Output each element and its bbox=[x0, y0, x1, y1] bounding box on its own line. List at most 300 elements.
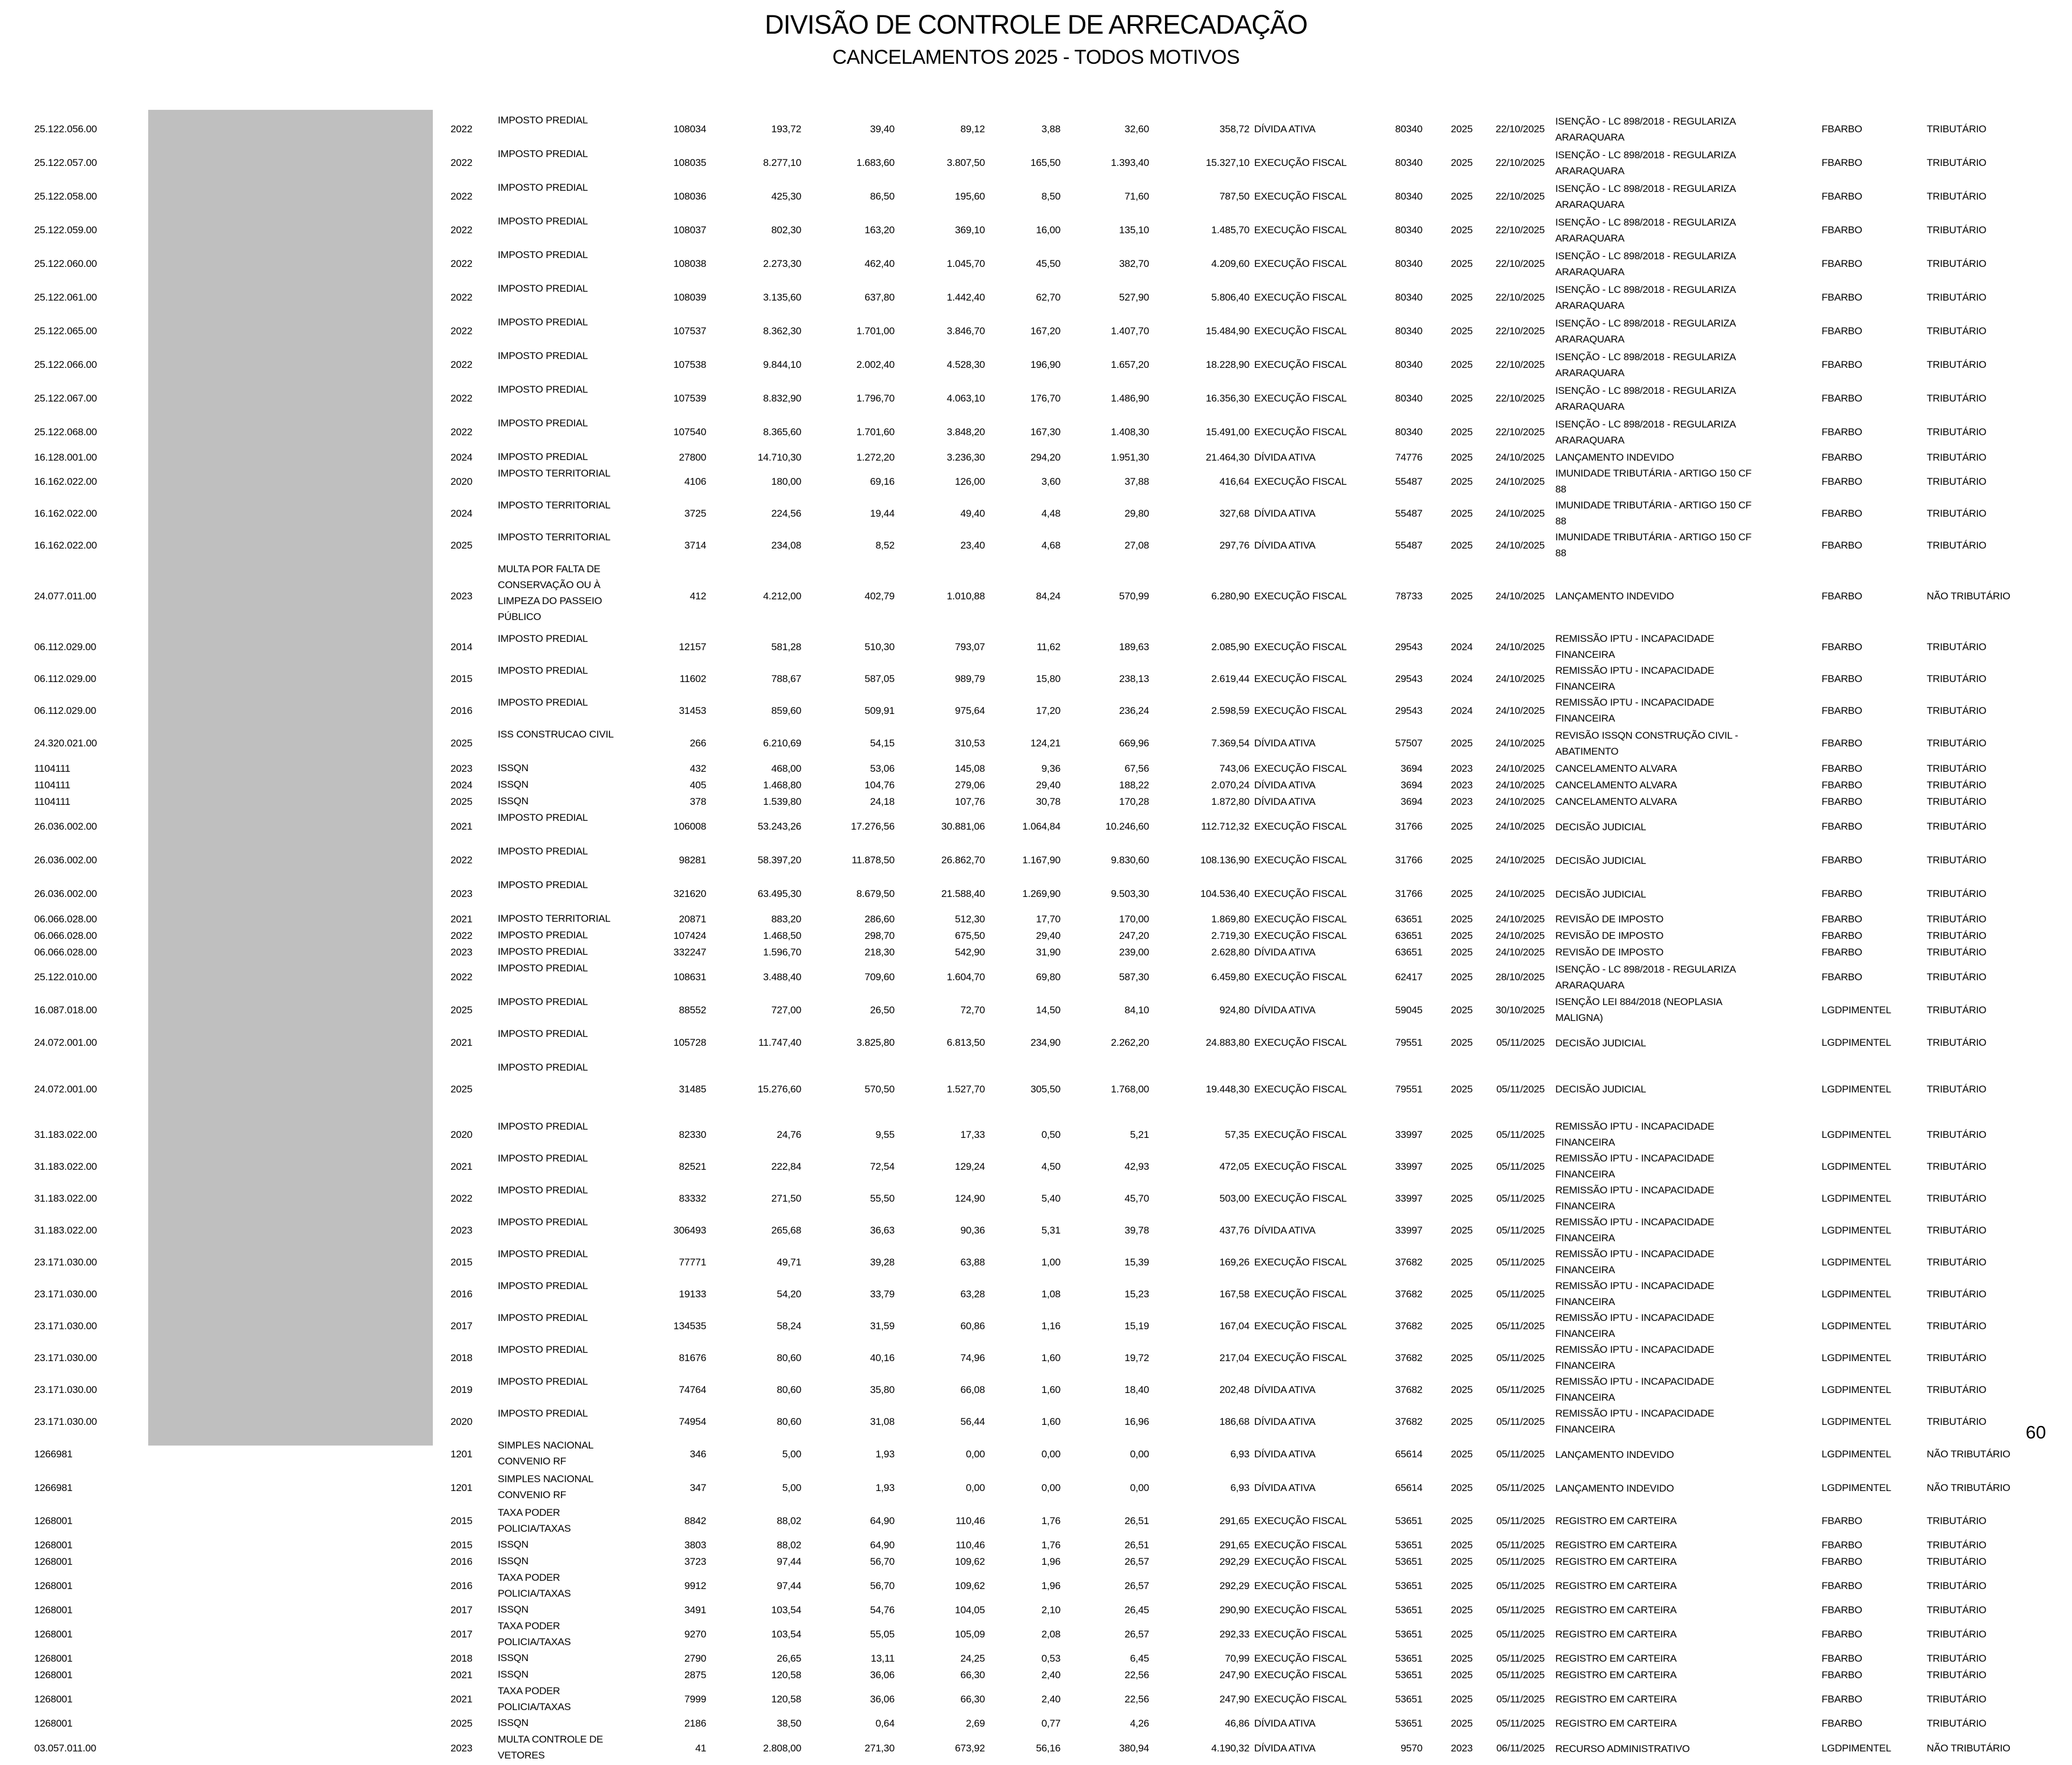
cell-cadastre-code: 25.122.067.00 bbox=[34, 393, 97, 404]
cell-exercise-year: 2018 bbox=[450, 1652, 472, 1664]
cell-tax-description bbox=[472, 1214, 655, 1230]
cell-process-number: 78733 bbox=[1395, 590, 1422, 602]
tax-text: IMPOSTO PREDIAL bbox=[498, 1216, 588, 1228]
cell-value-3: 63,88 bbox=[960, 1256, 985, 1268]
tax-text: IMPOSTO PREDIAL bbox=[498, 451, 588, 462]
table-row bbox=[0, 1278, 2072, 1310]
cell-value-2: 1,93 bbox=[875, 1482, 895, 1494]
cell-value-2: 56,70 bbox=[870, 1555, 895, 1567]
cell-value-4: 16,00 bbox=[1036, 224, 1061, 236]
cell-category: TRIBUTÁRIO bbox=[1927, 191, 1986, 202]
cell-tax-description bbox=[472, 348, 655, 364]
table-row bbox=[0, 348, 2072, 381]
cell-cadastre-code: 1268001 bbox=[34, 1604, 73, 1616]
cell-document-number: 107538 bbox=[673, 359, 706, 370]
cell-cancel-reason bbox=[1545, 1553, 1807, 1570]
cell-category: TRIBUTÁRIO bbox=[1927, 1539, 1986, 1551]
cell-total-value: 15.491,00 bbox=[1206, 426, 1249, 438]
cell-value-3: 109,62 bbox=[955, 1580, 985, 1591]
cell-tax-description bbox=[472, 760, 655, 776]
cell-value-1: 88,02 bbox=[776, 1539, 801, 1551]
cell-cancel-date: 24/10/2025 bbox=[1495, 795, 1545, 807]
reason-text: REGISTRO EM CARTEIRA bbox=[1555, 1515, 1677, 1527]
cell-category: TRIBUTÁRIO bbox=[1927, 1515, 1986, 1526]
cell-cadastre-code: 1268001 bbox=[34, 1717, 73, 1729]
cell-value-1: 8.277,10 bbox=[763, 157, 801, 168]
cell-value-5: 15,23 bbox=[1124, 1288, 1149, 1300]
table-row bbox=[0, 1342, 2072, 1373]
cell-user: FBARBO bbox=[1822, 1539, 1862, 1551]
cell-tax-description bbox=[472, 213, 655, 229]
cell-process-year: 2025 bbox=[1450, 475, 1473, 487]
cell-document-number: 405 bbox=[690, 779, 706, 791]
tax-text: IMPOSTO PREDIAL bbox=[498, 1408, 588, 1420]
cell-cancel-date: 05/11/2025 bbox=[1496, 1415, 1545, 1427]
cell-value-2: 64,90 bbox=[870, 1515, 895, 1526]
cell-user: LGDPIMENTEL bbox=[1822, 1004, 1891, 1016]
cell-value-1: 271,50 bbox=[771, 1192, 801, 1204]
cell-process-number: 80340 bbox=[1395, 191, 1422, 202]
cell-process-number: 80340 bbox=[1395, 292, 1422, 303]
cell-exercise-year: 2024 bbox=[450, 507, 472, 519]
cell-cancel-date: 05/11/2025 bbox=[1496, 1669, 1545, 1681]
cell-value-5: 570,99 bbox=[1119, 590, 1149, 602]
cell-process-number: 3694 bbox=[1400, 795, 1422, 807]
cell-user: FBARBO bbox=[1822, 1604, 1862, 1616]
tax-text: IMPOSTO TERRITORIAL bbox=[498, 531, 611, 543]
table-row bbox=[0, 1570, 2072, 1601]
cell-value-4: 1,76 bbox=[1041, 1515, 1061, 1526]
cell-cancel-date: 22/10/2025 bbox=[1495, 292, 1545, 303]
cell-tax-description bbox=[472, 1715, 655, 1731]
cell-total-value: 6.280,90 bbox=[1211, 590, 1249, 602]
cell-value-2: 17.276,56 bbox=[851, 821, 895, 833]
cell-value-1: 120,58 bbox=[771, 1669, 801, 1681]
table-row bbox=[0, 1505, 2072, 1536]
cell-debt-status: EXECUÇÃO FISCAL bbox=[1254, 1320, 1347, 1332]
cell-debt-status: EXECUÇÃO FISCAL bbox=[1254, 821, 1347, 833]
cell-process-number: 3694 bbox=[1400, 762, 1422, 774]
cell-document-number: 108631 bbox=[673, 971, 706, 983]
cell-process-year: 2025 bbox=[1450, 1604, 1473, 1616]
table-row bbox=[0, 1182, 2072, 1214]
cell-total-value: 112.712,32 bbox=[1201, 821, 1249, 833]
cell-value-5: 238,13 bbox=[1119, 673, 1149, 684]
cell-total-value: 787,50 bbox=[1219, 191, 1249, 202]
cell-value-4: 1,60 bbox=[1041, 1384, 1061, 1395]
table-row bbox=[0, 1310, 2072, 1342]
tax-text: ISSQN bbox=[498, 1539, 528, 1551]
cell-value-3: 60,86 bbox=[960, 1320, 985, 1332]
cell-process-year: 2025 bbox=[1450, 888, 1473, 900]
tax-text: IMPOSTO PREDIAL bbox=[498, 1121, 588, 1133]
reason-text: ISENÇÃO - LC 898/2018 - REGULARIZA ARARAQUARA bbox=[1555, 963, 1735, 991]
cell-cancel-date: 24/10/2025 bbox=[1495, 451, 1545, 463]
cell-category: TRIBUTÁRIO bbox=[1927, 1352, 1986, 1363]
reason-text: ISENÇÃO - LC 898/2018 - REGULARIZA ARARAQUARA bbox=[1555, 115, 1735, 143]
cell-user: FBARBO bbox=[1822, 292, 1862, 303]
cell-document-number: 19133 bbox=[678, 1288, 706, 1300]
cell-value-5: 1.393,40 bbox=[1111, 157, 1149, 168]
cell-value-1: 120,58 bbox=[771, 1693, 801, 1705]
cell-value-2: 33,79 bbox=[870, 1288, 895, 1300]
cell-value-5: 2.262,20 bbox=[1111, 1037, 1149, 1049]
cell-process-year: 2025 bbox=[1450, 1320, 1473, 1332]
cell-value-3: 30.881,06 bbox=[941, 821, 985, 833]
cell-value-3: 126,00 bbox=[955, 475, 985, 487]
cell-document-number: 31453 bbox=[678, 704, 706, 716]
cell-debt-status: DÍVIDA ATIVA bbox=[1254, 1004, 1316, 1016]
cell-cadastre-code: 25.122.065.00 bbox=[34, 325, 97, 337]
cell-exercise-year: 2021 bbox=[450, 1160, 472, 1172]
cell-process-number: 9570 bbox=[1400, 1743, 1422, 1754]
cell-cancel-date: 05/11/2025 bbox=[1496, 1320, 1545, 1332]
cell-total-value: 21.464,30 bbox=[1206, 451, 1249, 463]
tax-text: IMPOSTO PREDIAL bbox=[498, 846, 588, 857]
cell-value-3: 21.588,40 bbox=[941, 888, 985, 900]
cell-value-4: 1,96 bbox=[1041, 1555, 1061, 1567]
cell-document-number: 2875 bbox=[684, 1669, 706, 1681]
cell-value-1: 6.210,69 bbox=[763, 738, 801, 749]
cell-value-5: 29,80 bbox=[1124, 507, 1149, 519]
cell-exercise-year: 2022 bbox=[450, 1192, 472, 1204]
cell-total-value: 169,26 bbox=[1219, 1256, 1249, 1268]
cell-user: FBARBO bbox=[1822, 1555, 1862, 1567]
cell-value-2: 86,50 bbox=[870, 191, 895, 202]
cell-value-4: 29,40 bbox=[1036, 929, 1061, 941]
reason-text: REMISSÃO IPTU - INCAPACIDADE FINANCEIRA bbox=[1555, 633, 1714, 661]
cell-value-3: 975,64 bbox=[955, 704, 985, 716]
cell-value-5: 26,57 bbox=[1124, 1555, 1149, 1567]
cell-process-number: 63651 bbox=[1395, 913, 1422, 925]
cell-value-4: 4,50 bbox=[1041, 1160, 1061, 1172]
cell-value-3: 66,30 bbox=[960, 1693, 985, 1705]
cell-debt-status: EXECUÇÃO FISCAL bbox=[1254, 1128, 1347, 1140]
cell-value-1: 9.844,10 bbox=[763, 359, 801, 370]
cell-user: LGDPIMENTEL bbox=[1822, 1083, 1891, 1095]
cell-process-number: 31766 bbox=[1395, 821, 1422, 833]
cell-category: TRIBUTÁRIO bbox=[1927, 451, 1986, 463]
cell-value-3: 56,44 bbox=[960, 1415, 985, 1427]
cell-cancel-reason bbox=[1545, 214, 1807, 246]
cell-tax-description bbox=[472, 1026, 655, 1042]
cell-cancel-reason bbox=[1545, 1246, 1807, 1278]
cell-user: FBARBO bbox=[1822, 590, 1862, 602]
cell-cadastre-code: 26.036.002.00 bbox=[34, 888, 97, 900]
reason-text: ISENÇÃO - LC 898/2018 - REGULARIZA ARARAQUARA bbox=[1555, 384, 1735, 412]
cell-process-number: 31766 bbox=[1395, 888, 1422, 900]
cell-cancel-reason bbox=[1545, 818, 1807, 835]
cell-value-1: 234,08 bbox=[771, 539, 801, 551]
cell-total-value: 2.070,24 bbox=[1211, 779, 1249, 791]
cell-value-4: 45,50 bbox=[1036, 258, 1061, 269]
cell-debt-status: DÍVIDA ATIVA bbox=[1254, 738, 1316, 749]
table-row bbox=[0, 247, 2072, 280]
cell-cancel-date: 24/10/2025 bbox=[1495, 738, 1545, 749]
cell-exercise-year: 2025 bbox=[450, 539, 472, 551]
cell-exercise-year: 2024 bbox=[450, 779, 472, 791]
cell-cancel-reason bbox=[1545, 727, 1807, 759]
cell-value-5: 247,20 bbox=[1119, 929, 1149, 941]
tax-text: SIMPLES NACIONAL CONVENIO RF bbox=[498, 1440, 593, 1467]
cell-value-5: 27,08 bbox=[1124, 539, 1149, 551]
cell-category: TRIBUTÁRIO bbox=[1927, 1384, 1986, 1395]
cell-debt-status: EXECUÇÃO FISCAL bbox=[1254, 191, 1347, 202]
cell-exercise-year: 2021 bbox=[450, 1669, 472, 1681]
table-row bbox=[0, 877, 2072, 911]
reason-text: REGISTRO EM CARTEIRA bbox=[1555, 1718, 1677, 1730]
cell-process-year: 2025 bbox=[1450, 224, 1473, 236]
cell-value-1: 581,28 bbox=[771, 641, 801, 653]
table-row bbox=[0, 631, 2072, 663]
cell-process-year: 2025 bbox=[1450, 913, 1473, 925]
cell-cancel-reason bbox=[1545, 1666, 1807, 1683]
cell-document-number: 8842 bbox=[684, 1515, 706, 1526]
cell-value-2: 54,15 bbox=[870, 738, 895, 749]
tax-text: IMPOSTO TERRITORIAL bbox=[498, 500, 611, 511]
tax-text: IMPOSTO PREDIAL bbox=[498, 384, 588, 395]
reason-text: REGISTRO EM CARTEIRA bbox=[1555, 1580, 1677, 1592]
cell-tax-description bbox=[472, 1059, 655, 1075]
cell-process-number: 29543 bbox=[1395, 673, 1422, 684]
cell-process-year: 2025 bbox=[1450, 1004, 1473, 1016]
table-row bbox=[0, 944, 2072, 960]
cell-process-number: 74776 bbox=[1395, 451, 1422, 463]
cell-cancel-date: 05/11/2025 bbox=[1496, 1515, 1545, 1526]
cell-total-value: 472,05 bbox=[1219, 1160, 1249, 1172]
cell-document-number: 7999 bbox=[684, 1693, 706, 1705]
table-row bbox=[0, 994, 2072, 1026]
cell-cancel-date: 24/10/2025 bbox=[1495, 762, 1545, 774]
table-body bbox=[0, 112, 2072, 1765]
cell-process-number: 63651 bbox=[1395, 946, 1422, 958]
cell-user: FBARBO bbox=[1822, 854, 1862, 866]
cell-total-value: 70,99 bbox=[1225, 1652, 1249, 1664]
cell-value-4: 4,68 bbox=[1041, 539, 1061, 551]
cell-process-year: 2025 bbox=[1450, 971, 1473, 983]
tax-text: TAXA PODER POLICIA/TAXAS bbox=[498, 1572, 571, 1600]
cell-category: TRIBUTÁRIO bbox=[1927, 1628, 1986, 1640]
cell-category: TRIBUTÁRIO bbox=[1927, 929, 1986, 941]
cell-value-4: 0,00 bbox=[1041, 1482, 1061, 1494]
cell-value-4: 30,78 bbox=[1036, 795, 1061, 807]
cell-tax-description bbox=[472, 663, 655, 678]
cell-value-2: 13,11 bbox=[870, 1652, 895, 1664]
cell-process-year: 2025 bbox=[1450, 393, 1473, 404]
cell-category: TRIBUTÁRIO bbox=[1927, 1256, 1986, 1268]
cell-tax-description bbox=[472, 927, 655, 943]
cell-exercise-year: 2025 bbox=[450, 1717, 472, 1729]
cell-process-number: 65614 bbox=[1395, 1448, 1422, 1460]
cell-cancel-date: 24/10/2025 bbox=[1495, 641, 1545, 653]
table-row bbox=[0, 810, 2072, 843]
cell-category: TRIBUTÁRIO bbox=[1927, 1160, 1986, 1172]
reason-text: ISENÇÃO - LC 898/2018 - REGULARIZA ARARAQUARA bbox=[1555, 283, 1735, 311]
cell-cadastre-code: 06.112.029.00 bbox=[34, 704, 96, 716]
cell-cancel-date: 28/10/2025 bbox=[1495, 971, 1545, 983]
cell-tax-description bbox=[472, 1182, 655, 1198]
cell-exercise-year: 2023 bbox=[450, 1224, 472, 1236]
cell-exercise-year: 2021 bbox=[450, 1037, 472, 1049]
cell-document-number: 3491 bbox=[684, 1604, 706, 1616]
cell-value-2: 55,50 bbox=[870, 1192, 895, 1204]
cell-category: TRIBUTÁRIO bbox=[1927, 641, 1986, 653]
cell-value-5: 26,57 bbox=[1124, 1580, 1149, 1591]
cell-tax-description bbox=[472, 465, 655, 481]
cell-value-3: 66,30 bbox=[960, 1669, 985, 1681]
cell-total-value: 217,04 bbox=[1219, 1352, 1249, 1363]
cell-value-1: 97,44 bbox=[776, 1555, 801, 1567]
cell-process-number: 79551 bbox=[1395, 1083, 1422, 1095]
cell-cadastre-code: 06.112.029.00 bbox=[34, 641, 96, 653]
reason-text: ISENÇÃO LEI 884/2018 (NEOPLASIA MALIGNA) bbox=[1555, 996, 1722, 1024]
cell-cancel-date: 22/10/2025 bbox=[1495, 359, 1545, 370]
cell-value-2: 56,70 bbox=[870, 1580, 895, 1591]
cell-cadastre-code: 16.162.022.00 bbox=[34, 475, 97, 487]
cell-user: FBARBO bbox=[1822, 888, 1862, 900]
cell-category: NÃO TRIBUTÁRIO bbox=[1927, 1743, 2011, 1754]
cell-user: FBARBO bbox=[1822, 821, 1862, 833]
cell-user: FBARBO bbox=[1822, 704, 1862, 716]
cell-debt-status: EXECUÇÃO FISCAL bbox=[1254, 224, 1347, 236]
cell-cancel-reason bbox=[1545, 1405, 1807, 1437]
cell-cadastre-code: 24.320.021.00 bbox=[34, 738, 97, 749]
cell-process-number: 59045 bbox=[1395, 1004, 1422, 1016]
cell-debt-status: EXECUÇÃO FISCAL bbox=[1254, 292, 1347, 303]
cell-cadastre-code: 31.183.022.00 bbox=[34, 1224, 97, 1236]
cell-user: FBARBO bbox=[1822, 779, 1862, 791]
cell-tax-description bbox=[472, 1650, 655, 1666]
cell-category: TRIBUTÁRIO bbox=[1927, 325, 1986, 337]
cell-tax-description bbox=[472, 1278, 655, 1294]
reason-text: LANÇAMENTO INDEVIDO bbox=[1555, 1482, 1674, 1494]
cell-cancel-reason bbox=[1545, 1310, 1807, 1342]
cell-process-year: 2025 bbox=[1450, 1515, 1473, 1526]
cell-exercise-year: 2017 bbox=[450, 1320, 472, 1332]
cell-user: LGDPIMENTEL bbox=[1822, 1192, 1891, 1204]
cell-tax-description bbox=[472, 180, 655, 195]
cell-value-1: 88,02 bbox=[776, 1515, 801, 1526]
cell-value-2: 36,06 bbox=[870, 1693, 895, 1705]
cell-total-value: 1.869,80 bbox=[1211, 913, 1249, 925]
tax-text: IMPOSTO PREDIAL bbox=[498, 317, 588, 328]
tax-text: ISSQN bbox=[498, 795, 528, 807]
cell-cancel-reason bbox=[1545, 383, 1807, 415]
cell-process-year: 2025 bbox=[1450, 1256, 1473, 1268]
cell-cancel-date: 22/10/2025 bbox=[1495, 426, 1545, 438]
cell-value-2: 19,44 bbox=[870, 507, 895, 519]
cell-value-1: 1.468,80 bbox=[763, 779, 801, 791]
cell-user: LGDPIMENTEL bbox=[1822, 1352, 1891, 1363]
cell-cancel-reason bbox=[1545, 1150, 1807, 1182]
cell-value-1: 802,30 bbox=[771, 224, 801, 236]
cell-cadastre-code: 23.171.030.00 bbox=[34, 1256, 97, 1268]
cell-tax-description bbox=[472, 415, 655, 431]
cell-process-number: 65614 bbox=[1395, 1482, 1422, 1494]
cell-exercise-year: 2020 bbox=[450, 475, 472, 487]
cell-document-number: 12157 bbox=[678, 641, 706, 653]
cell-value-2: 55,05 bbox=[870, 1628, 895, 1640]
cell-tax-description bbox=[472, 314, 655, 330]
cell-debt-status: EXECUÇÃO FISCAL bbox=[1254, 1256, 1347, 1268]
cell-value-5: 19,72 bbox=[1124, 1352, 1149, 1363]
cell-value-1: 15.276,60 bbox=[758, 1083, 801, 1095]
cell-tax-description bbox=[472, 1683, 655, 1715]
cell-value-4: 8,50 bbox=[1041, 191, 1061, 202]
cell-category: TRIBUTÁRIO bbox=[1927, 1224, 1986, 1236]
reason-text: IMUNIDADE TRIBUTÁRIA - ARTIGO 150 CF 88 bbox=[1555, 531, 1752, 559]
table-row bbox=[0, 760, 2072, 777]
cell-category: TRIBUTÁRIO bbox=[1927, 1669, 1986, 1681]
reason-text: DECISÃO JUDICIAL bbox=[1555, 821, 1646, 833]
cell-debt-status: DÍVIDA ATIVA bbox=[1254, 1384, 1316, 1395]
cell-value-3: 109,62 bbox=[955, 1555, 985, 1567]
cell-cancel-date: 24/10/2025 bbox=[1495, 913, 1545, 925]
cell-document-number: 82330 bbox=[678, 1128, 706, 1140]
cell-cancel-date: 24/10/2025 bbox=[1495, 946, 1545, 958]
reason-text: REMISSÃO IPTU - INCAPACIDADE FINANCEIRA bbox=[1555, 1185, 1714, 1212]
cell-value-2: 40,16 bbox=[870, 1352, 895, 1363]
cell-value-1: 54,20 bbox=[776, 1288, 801, 1300]
cell-value-3: 74,96 bbox=[960, 1352, 985, 1363]
cell-value-3: 675,50 bbox=[955, 929, 985, 941]
cell-cancel-date: 05/11/2025 bbox=[1496, 1652, 1545, 1664]
cell-value-3: 4.528,30 bbox=[947, 359, 985, 370]
cell-user: FBARBO bbox=[1822, 971, 1862, 983]
cell-document-number: 266 bbox=[690, 738, 706, 749]
cell-value-5: 170,28 bbox=[1119, 795, 1149, 807]
cell-cancel-date: 24/10/2025 bbox=[1495, 539, 1545, 551]
cell-total-value: 104.536,40 bbox=[1200, 888, 1249, 900]
cell-value-4: 31,90 bbox=[1036, 946, 1061, 958]
cell-user: FBARBO bbox=[1822, 913, 1862, 925]
cell-value-1: 80,60 bbox=[776, 1415, 801, 1427]
cell-exercise-year: 2022 bbox=[450, 258, 472, 269]
cell-exercise-year: 2016 bbox=[450, 1555, 472, 1567]
cell-user: FBARBO bbox=[1822, 1693, 1862, 1705]
reason-text: REVISÃO DE IMPOSTO bbox=[1555, 930, 1664, 942]
cell-value-5: 0,00 bbox=[1130, 1448, 1149, 1460]
cell-tax-description bbox=[472, 1118, 655, 1134]
table-row bbox=[0, 1150, 2072, 1182]
cell-debt-status: EXECUÇÃO FISCAL bbox=[1254, 426, 1347, 438]
cell-cadastre-code: 1266981 bbox=[34, 1448, 73, 1460]
cell-debt-status: EXECUÇÃO FISCAL bbox=[1254, 1539, 1347, 1551]
cell-tax-description bbox=[472, 280, 655, 296]
cell-tax-description bbox=[472, 1437, 655, 1469]
table-row bbox=[0, 927, 2072, 944]
cell-tax-description bbox=[472, 1342, 655, 1358]
cell-category: TRIBUTÁRIO bbox=[1927, 673, 1986, 684]
cell-category: TRIBUTÁRIO bbox=[1927, 539, 1986, 551]
cell-cadastre-code: 23.171.030.00 bbox=[34, 1352, 97, 1363]
cell-document-number: 108034 bbox=[673, 123, 706, 135]
cell-cancel-date: 05/11/2025 bbox=[1496, 1192, 1545, 1204]
tax-text: IMPOSTO PREDIAL bbox=[498, 633, 588, 645]
cell-value-3: 104,05 bbox=[955, 1604, 985, 1616]
cell-value-2: 510,30 bbox=[864, 641, 895, 653]
cell-value-3: 49,40 bbox=[960, 507, 985, 519]
reason-text: REGISTRO EM CARTEIRA bbox=[1555, 1653, 1677, 1665]
cell-debt-status: EXECUÇÃO FISCAL bbox=[1254, 393, 1347, 404]
cell-document-number: 347 bbox=[690, 1482, 706, 1494]
cell-debt-status: EXECUÇÃO FISCAL bbox=[1254, 1515, 1347, 1526]
cell-cadastre-code: 06.066.028.00 bbox=[34, 946, 97, 958]
page-title: DIVISÃO DE CONTROLE DE ARRECADAÇÃO bbox=[765, 9, 1307, 40]
cell-value-1: 49,71 bbox=[776, 1256, 801, 1268]
cell-value-1: 468,00 bbox=[771, 762, 801, 774]
table-row bbox=[0, 1601, 2072, 1618]
